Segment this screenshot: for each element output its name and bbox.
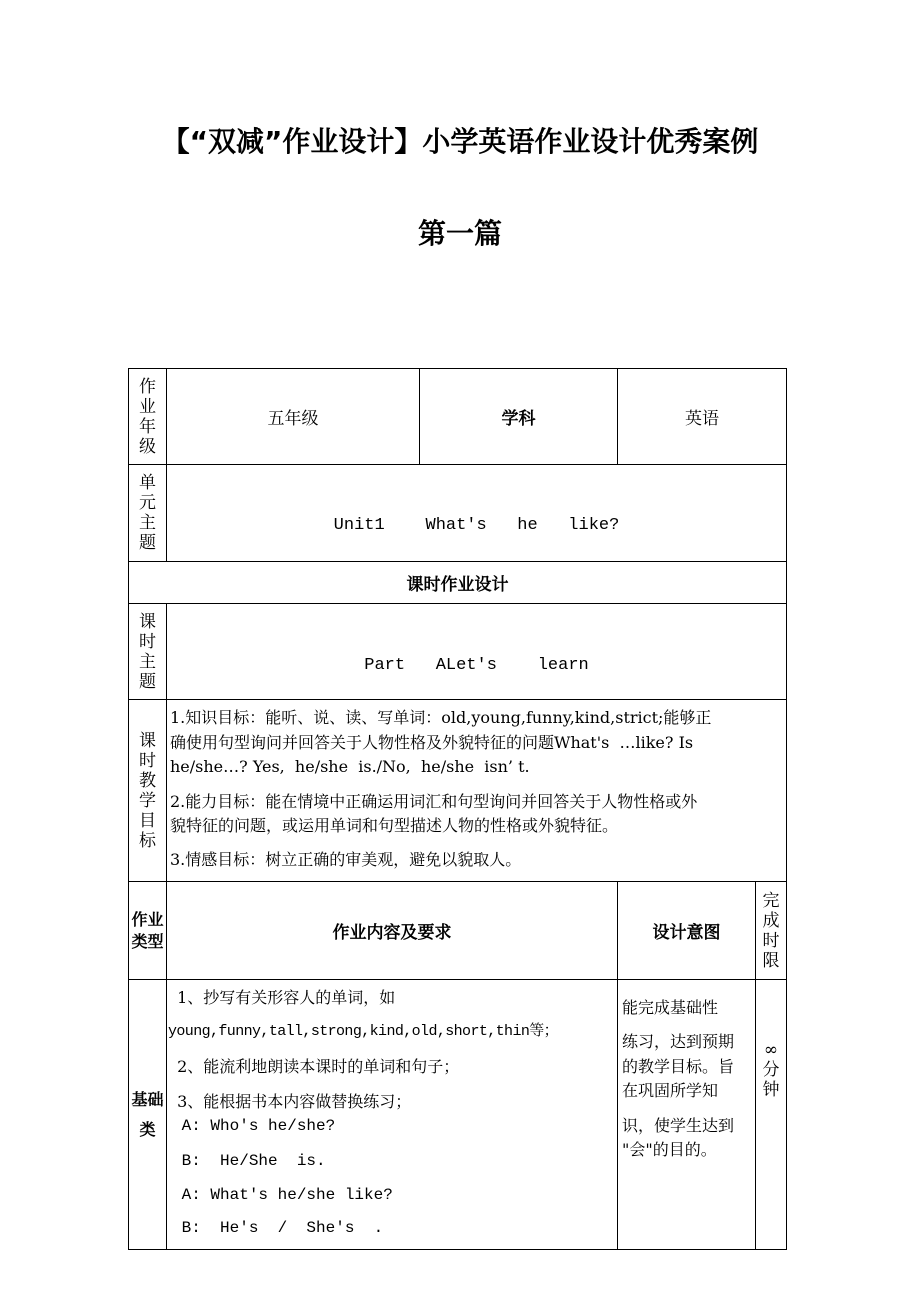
lesson-value: Part ALet's learn [364, 656, 589, 675]
time-header: 完成时限 [762, 890, 780, 971]
lesson-label: 课时主题 [139, 611, 156, 692]
intent-line: 的教学目标。旨 [622, 1057, 735, 1076]
unit-label-cell [128, 464, 167, 562]
basic-time-cell [755, 979, 787, 1250]
subject-label: 学科 [501, 409, 536, 429]
intent-line: 练习，达到预期 [622, 1032, 735, 1051]
goal-line: 貌特征的问题，或运用单词和句型描述人物的性格或外貌特征。 [170, 816, 619, 835]
basic-type-cell [128, 979, 167, 1250]
document-subtitle: 第一篇 [417, 217, 502, 250]
intent-line: "会"的目的。 [622, 1140, 717, 1159]
intent-header: 设计意图 [652, 923, 721, 943]
time-header-cell [755, 881, 787, 980]
goal-line: 3.情感目标：树立正确的审美观，避免以貌取人。 [170, 850, 522, 869]
basic-time: ∞分钟 [762, 1040, 780, 1100]
goal-line: 确使用句型询问并回答关于人物性格及外貌特征的问题What's …like? Is [170, 733, 694, 752]
content-header-cell [166, 881, 618, 980]
content-header: 作业内容及要求 [332, 923, 452, 943]
intent-line: 在巩固所学知 [622, 1081, 719, 1100]
content-line: B: He's / She's . [172, 1219, 384, 1237]
goal-line: he/she…? Yes, he/she is./No, he/she isn’ t. [170, 757, 530, 776]
unit-cell [166, 464, 787, 562]
intent-header-cell [617, 881, 756, 980]
document-title: 【“双减”作业设计】小学英语作业设计优秀案例 [161, 125, 759, 158]
intent-line: 识，使学生达到 [622, 1116, 735, 1135]
lesson-label-cell [128, 603, 167, 700]
content-line: 1、抄写有关形容人的单词，如 [172, 988, 396, 1007]
grade-value: 五年级 [267, 409, 319, 429]
section-title: 课时作业设计 [406, 575, 509, 595]
lesson-cell [166, 603, 787, 700]
subject-label-cell [419, 368, 618, 465]
type-header-cell [128, 881, 167, 980]
unit-value: Unit1 What's he like? [333, 516, 620, 535]
content-line: A: What's he/she like? [172, 1186, 393, 1204]
subject-cell [617, 368, 787, 465]
type-header: 作业类型 [131, 909, 164, 951]
grade-label: 作业年级 [139, 376, 156, 457]
intent-line: 能完成基础性 [622, 998, 719, 1017]
content-line: young,funny,tall,strong,kind,old,short,thin等； [168, 1023, 559, 1040]
content-line: A: Who's he/she? [172, 1117, 336, 1135]
content-line: 3、能根据书本内容做替换练习； [172, 1092, 412, 1111]
content-line: 2、能流利地朗读本课时的单词和句子； [172, 1057, 460, 1076]
goals-label: 课时教学目标 [139, 730, 156, 851]
section-cell [128, 561, 787, 604]
subject-value: 英语 [685, 409, 719, 429]
grade-label-cell [128, 368, 167, 465]
goal-line: 1.知识目标：能听、说、读、写单词：old,young,funny,kind,strict;能够正 [170, 708, 712, 727]
grade-cell [166, 368, 420, 465]
content-line: B: He/She is. [172, 1152, 326, 1170]
unit-label: 单元主题 [139, 473, 156, 553]
goals-label-cell [128, 699, 167, 882]
goal-line: 2.能力目标：能在情境中正确运用词汇和句型询问并回答关于人物性格或外 [170, 792, 698, 811]
basic-type: 基础类 [131, 1089, 164, 1139]
